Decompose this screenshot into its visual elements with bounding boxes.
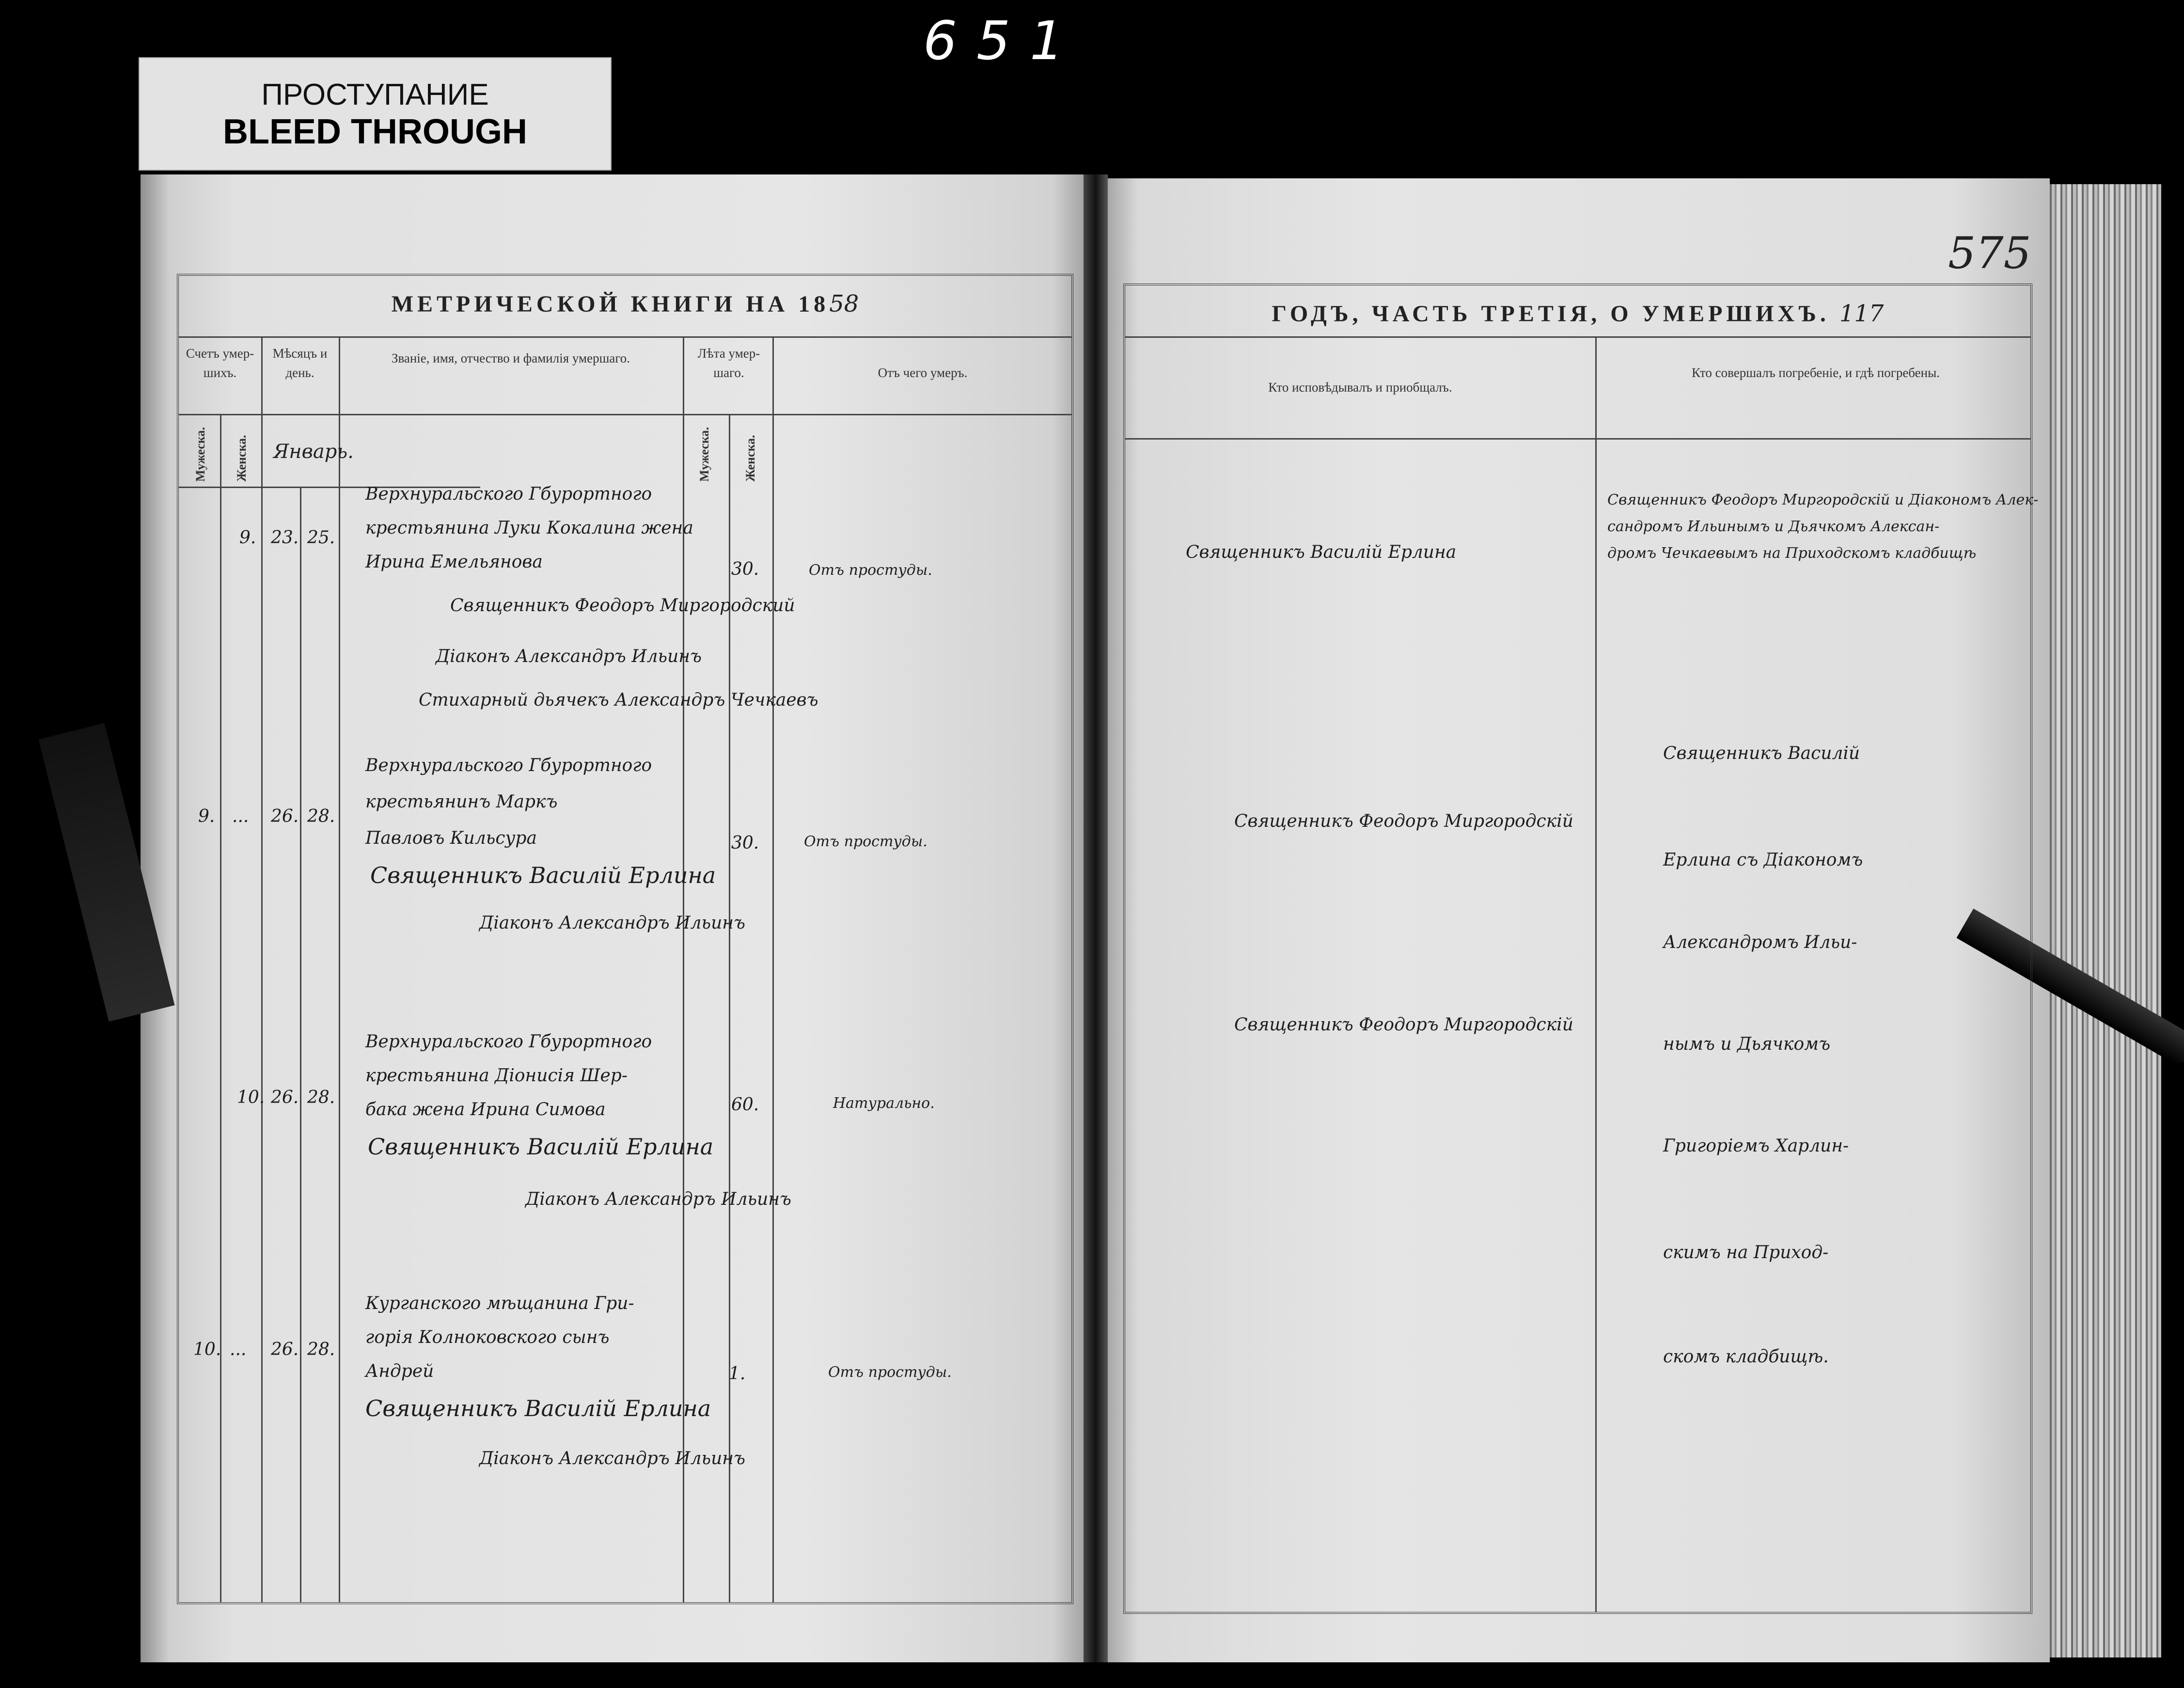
entry-age: 30. <box>731 559 759 579</box>
entry-date: 25. <box>307 528 335 548</box>
col-divider <box>220 414 221 1602</box>
entry-name-line: Андрей <box>365 1361 434 1381</box>
right-title-number: 117 <box>1839 300 1884 327</box>
col-divider <box>300 487 301 1602</box>
right-ledger-table <box>1123 284 2039 1614</box>
col-head-count: Счетъ умер- шихъ. <box>186 346 254 380</box>
col-divider <box>261 336 263 1602</box>
entry-age: 1. <box>729 1364 746 1384</box>
header-rule <box>1125 336 2030 338</box>
entry-name-line: крестьянинъ Маркъ <box>365 792 558 812</box>
entry-signature: Діаконъ Александръ Ильинъ <box>436 647 702 666</box>
confessor-entry: Священникъ Феодоръ Миргородскій <box>1234 811 1573 831</box>
header-rule <box>179 336 1071 338</box>
month-name: Январь. <box>273 441 354 463</box>
col-divider <box>772 336 774 1602</box>
entry-name-line: Курганского мѣщанина Гри- <box>365 1294 634 1313</box>
entry-female-count: 10. <box>237 1088 265 1107</box>
left-ledger-table <box>177 274 1073 1604</box>
burial-group-line: нымъ и Дьячкомъ <box>1663 1034 1831 1054</box>
burial-group-line: скомъ кладбищѣ. <box>1663 1347 1829 1367</box>
col-head-month: Мѣсяцъ и день. <box>272 346 328 380</box>
sub-male-age: Мужеска. <box>697 427 711 482</box>
entry-name-line: Верхнуральского Гбурортного <box>365 484 652 504</box>
burial-group-line: Александромъ Ильи- <box>1663 932 1857 952</box>
entry-name-line: Верхнуральского Гбурортного <box>365 756 652 775</box>
page-edges <box>2050 184 2161 1657</box>
entry-name-line: крестьянина Діонисія Шер- <box>365 1066 628 1086</box>
entry-date: 28. <box>307 806 335 826</box>
entry-name-line: Верхнуральского Гбурортного <box>365 1032 652 1052</box>
entry-signature: Священникъ Феодоръ Миргородский <box>450 596 795 615</box>
colhead-rule <box>1125 438 2030 440</box>
entry-signature: Діаконъ Александръ Ильинъ <box>479 913 745 933</box>
burial-line: дромъ Чечкаевымъ на Приходскомъ кладбищѣ <box>1607 545 1977 562</box>
burial-line: сандромъ Ильинымъ и Дьячкомъ Алексан- <box>1607 518 1940 535</box>
entry-cause: Натурально. <box>833 1095 935 1112</box>
page-number: 575 <box>1948 228 2031 279</box>
right-title-text: ГОДЪ, ЧАСТЬ ТРЕТІЯ, О УМЕРШИХЪ. <box>1272 301 1830 327</box>
entry-cause: Отъ простуды. <box>804 833 927 850</box>
entry-date: 28. <box>307 1088 335 1107</box>
entry-signature: Стихарный дьячекъ Александръ Чечкаевъ <box>419 690 818 710</box>
entry-name-line: бака жена Ирина Симова <box>365 1100 606 1120</box>
entry-age: 60. <box>731 1095 759 1115</box>
frame-number: 651 <box>923 10 1083 72</box>
col-divider <box>1595 336 1597 1612</box>
entry-female-count: 9. <box>239 528 256 548</box>
entry-date: 23. <box>271 528 299 548</box>
col-divider <box>729 414 730 1602</box>
entry-name-line: горія Колноковского сынъ <box>365 1327 610 1347</box>
right-header-title <box>1125 300 2030 327</box>
entry-signature: Священникъ Василій Ерлина <box>368 1134 714 1160</box>
burial-group-line: Ерлина съ Діакономъ <box>1663 850 1863 870</box>
bleed-through-label <box>139 57 612 171</box>
entry-signature: Священникъ Василій Ерлина <box>370 862 716 888</box>
left-title-year: 58 <box>829 290 859 317</box>
bleed-label-russian: ПРОСТУПАНИЕ <box>261 78 489 111</box>
entry-cause: Отъ простуды. <box>828 1364 952 1381</box>
col-head-burial: Кто совершалъ погребеніе, и гдѣ погребены. <box>1691 365 1940 380</box>
entry-name-line: Павловъ Кильсура <box>365 828 537 848</box>
entry-date: 26. <box>271 806 299 826</box>
col-divider <box>339 336 340 1602</box>
sub-female-age: Женска. <box>743 435 757 482</box>
sub-female: Женска. <box>235 435 249 482</box>
entry-female-count: ... <box>232 806 249 826</box>
entry-date: 26. <box>271 1340 299 1359</box>
col-head-age: Лѣта умер- шаго. <box>697 346 760 380</box>
entry-date: 28. <box>307 1340 335 1359</box>
left-header-title <box>179 290 1071 317</box>
entry-name-line: Ирина Емельянова <box>365 552 543 572</box>
entry-male-count: 10. <box>193 1340 221 1359</box>
colhead-rule <box>179 414 1071 415</box>
entry-age: 30. <box>731 833 759 853</box>
entry-signature: Діаконъ Александръ Ильинъ <box>479 1449 745 1468</box>
bleed-label-english: BLEED THROUGH <box>223 112 527 151</box>
confessor-entry: Священникъ Василій Ерлина <box>1186 542 1457 562</box>
col-head-name: Званіе, имя, отчество и фамилія умершаго. <box>391 351 630 365</box>
entry-name-line: крестьянина Луки Кокалина жена <box>365 518 693 538</box>
col-head-confessor: Кто исповѣдывалъ и приобщалъ. <box>1268 380 1452 394</box>
entry-cause: Отъ простуды. <box>809 562 932 579</box>
sub-male: Мужеска. <box>193 427 207 482</box>
burial-group-line: Священникъ Василій <box>1663 743 1860 763</box>
entry-date: 26. <box>271 1088 299 1107</box>
left-title-text: МЕТРИЧЕСКОЙ КНИГИ НА 18 <box>391 291 830 317</box>
entry-signature: Священникъ Василій Ерлина <box>365 1395 711 1421</box>
book-spine <box>1084 174 1108 1662</box>
burial-line: Священникъ Феодоръ Миргородскій и Діакономъ Алек- <box>1607 491 2039 508</box>
burial-group-line: Григоріемъ Харлин- <box>1663 1136 1849 1156</box>
entry-female-count: ... <box>230 1340 247 1359</box>
confessor-entry: Священникъ Феодоръ Миргородскій <box>1234 1015 1573 1035</box>
entry-signature: Діаконъ Александръ Ильинъ <box>525 1189 791 1209</box>
col-head-cause: Отъ чего умеръ. <box>878 365 968 380</box>
burial-group-line: скимъ на Приход- <box>1663 1243 1829 1262</box>
entry-male-count: 9. <box>198 806 215 826</box>
